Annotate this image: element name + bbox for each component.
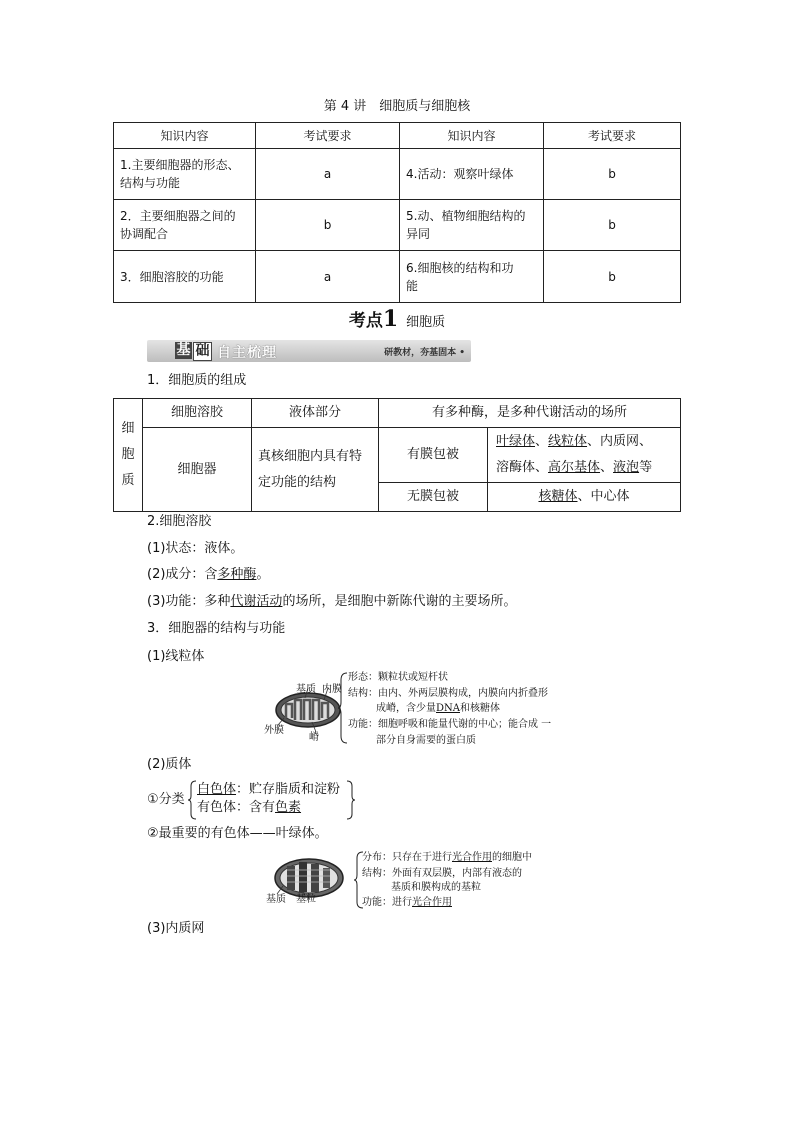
- organelle-term: 线粒体: [548, 434, 588, 449]
- diagram-note: [362, 896, 452, 910]
- table-row: [114, 428, 681, 483]
- header-cell: 知识内容: [114, 123, 256, 149]
- section-prefix: 考点: [348, 311, 383, 331]
- brace-icon: [338, 672, 348, 744]
- table-row: [114, 399, 681, 428]
- key-term: 多种酶: [217, 567, 257, 582]
- separator: 、: [535, 434, 549, 449]
- subsection-heading: 3．细胞器的结构与功能: [147, 621, 286, 636]
- cell-line: 3．细胞溶胶的功能: [120, 269, 224, 284]
- header-cell: 考试要求: [256, 123, 400, 149]
- content-cell: [114, 149, 256, 200]
- content-cell: [400, 149, 544, 200]
- table-cell: 细胞溶胶: [143, 399, 252, 428]
- organelle-list-cell: [488, 428, 681, 483]
- cell-line: 真核细胞内具有特: [258, 448, 363, 464]
- key-term: 色素: [275, 800, 302, 815]
- diagram-note: 基质和膜构成的基粒: [391, 882, 481, 893]
- organelle-text: 、内质网、: [587, 434, 653, 449]
- subsection-title: (3)内质网: [147, 921, 205, 936]
- cell-line: 协调配合: [120, 227, 169, 241]
- requirement-cell: a: [256, 251, 400, 303]
- table-row: [114, 149, 681, 200]
- key-term: 代谢活动: [230, 594, 283, 609]
- text: 成嵴，含少量: [376, 703, 436, 714]
- header-cell: 知识内容: [400, 123, 544, 149]
- text: ：贮存脂质和淀粉: [236, 782, 341, 797]
- paragraph: (1)状态：液体。: [147, 541, 244, 556]
- separator: 、: [600, 460, 614, 475]
- requirement-cell: b: [544, 149, 681, 200]
- text: 和核糖体: [460, 703, 500, 714]
- plastid-type: [197, 781, 340, 799]
- banner-title: 自主梳理: [217, 345, 277, 361]
- table-cell: 有膜包被: [379, 428, 488, 483]
- organelle-list-cell: [488, 483, 681, 512]
- diagram-label: 基粒: [296, 894, 316, 905]
- organelle-text: 等: [639, 460, 653, 475]
- requirement-cell: a: [256, 149, 400, 200]
- text: 的场所，是细胞中新陈代谢的主要场所。: [282, 594, 517, 609]
- row-label: 细胞质: [121, 421, 135, 488]
- table-cell: 有多种酶，是多种代谢活动的场所: [379, 399, 681, 428]
- text: 。: [256, 567, 270, 582]
- requirement-cell: b: [256, 200, 400, 251]
- table-row: [114, 251, 681, 303]
- key-term: 光合作用: [412, 897, 452, 908]
- page-title: 第 4 讲 细胞质与细胞核: [323, 99, 471, 114]
- requirement-cell: b: [544, 200, 681, 251]
- table-cell: [252, 428, 379, 512]
- organelle-term: 核糖体: [538, 489, 578, 504]
- content-cell: [114, 251, 256, 303]
- key-term: 白色体: [197, 782, 237, 797]
- diagram-label: 基质: [266, 894, 286, 905]
- banner-tag: 研教材，夯基固本 •: [384, 348, 465, 358]
- diagram-note: 部分自身需要的蛋白质: [376, 735, 476, 746]
- diagram-note: [362, 851, 532, 865]
- key-term: 光合作用: [452, 852, 492, 863]
- cell-line: 能: [406, 278, 419, 293]
- subsection-heading: 2.细胞溶胶: [147, 514, 212, 529]
- cell-line: 1.主要细胞器的形态、: [120, 158, 240, 172]
- content-cell: [114, 200, 256, 251]
- diagram-note: 结构：由内、外两层膜构成，内膜向内折叠形: [348, 688, 548, 699]
- organelle-term: 叶绿体: [496, 434, 536, 449]
- content-cell: [400, 251, 544, 303]
- diagram-label: 基质: [296, 684, 316, 695]
- subsection-title: (2)质体: [147, 757, 192, 772]
- text: (3)功能：多种: [147, 594, 231, 609]
- section-heading: [0, 306, 794, 332]
- table-cell: 液体部分: [252, 399, 379, 428]
- banner-char: 基: [176, 342, 191, 358]
- content-cell: [400, 200, 544, 251]
- cell-line: 6.细胞核的结构和功: [406, 260, 514, 275]
- diagram-note: 功能：细胞呼吸和能量代谢的中心；能合成 一: [348, 719, 552, 730]
- requirement-cell: b: [544, 251, 681, 303]
- cell-line: 结构与功能: [120, 176, 181, 190]
- cell-line: 异同: [406, 227, 431, 241]
- text: (2)成分：含: [147, 567, 218, 582]
- diagram-label: 外膜: [264, 725, 284, 736]
- banner-char: 础: [193, 342, 212, 361]
- row-label-cell: [114, 399, 143, 512]
- paragraph: [147, 593, 516, 611]
- section-name: 细胞质: [406, 315, 446, 330]
- brace-icon: [187, 780, 197, 820]
- text: 的细胞中: [492, 852, 532, 863]
- diagram-note: 形态：颗粒状或短杆状: [348, 672, 448, 683]
- table-cell: 细胞器: [143, 428, 252, 512]
- diagram-note: [376, 702, 500, 716]
- plastid-type: [197, 799, 301, 817]
- organelle-term: 高尔基体: [548, 460, 601, 475]
- text: 有色体：含有: [197, 800, 276, 815]
- cell-line: 4.活动：观察叶绿体: [406, 167, 514, 181]
- cell-line: 5.动、植物细胞结构的: [406, 209, 526, 223]
- requirements-table: [113, 122, 681, 303]
- subsection-heading: 1．细胞质的组成: [147, 373, 247, 388]
- table-header-row: [114, 123, 681, 149]
- table-cell: 无膜包被: [379, 483, 488, 512]
- cytoplasm-table: [113, 398, 681, 512]
- header-cell: 考试要求: [544, 123, 681, 149]
- cell-line: 2．主要细胞器之间的: [120, 209, 236, 223]
- section-number: 1: [382, 306, 399, 332]
- key-term: DNA: [436, 703, 460, 714]
- study-banner: [147, 340, 471, 362]
- paragraph: [147, 566, 269, 584]
- diagram-label: 内膜: [322, 684, 342, 695]
- subsection-title: (1)线粒体: [147, 649, 205, 664]
- cell-line: 定功能的结构: [258, 474, 337, 490]
- organelle-text: 溶酶体、: [496, 460, 549, 475]
- organelle-text: 、中心体: [577, 489, 630, 504]
- paragraph: ②最重要的有色体——叶绿体。: [147, 826, 328, 841]
- diagram-label: 嵴: [309, 732, 319, 743]
- brace-icon: [346, 780, 356, 820]
- text: 功能：进行: [362, 897, 412, 908]
- diagram-note: 结构：外面有双层膜，内部有液态的: [362, 868, 522, 879]
- organelle-term: 液泡: [613, 460, 640, 475]
- text: 分布：只存在于进行: [362, 852, 452, 863]
- table-row: [114, 200, 681, 251]
- classification-label: ①分类: [147, 792, 185, 807]
